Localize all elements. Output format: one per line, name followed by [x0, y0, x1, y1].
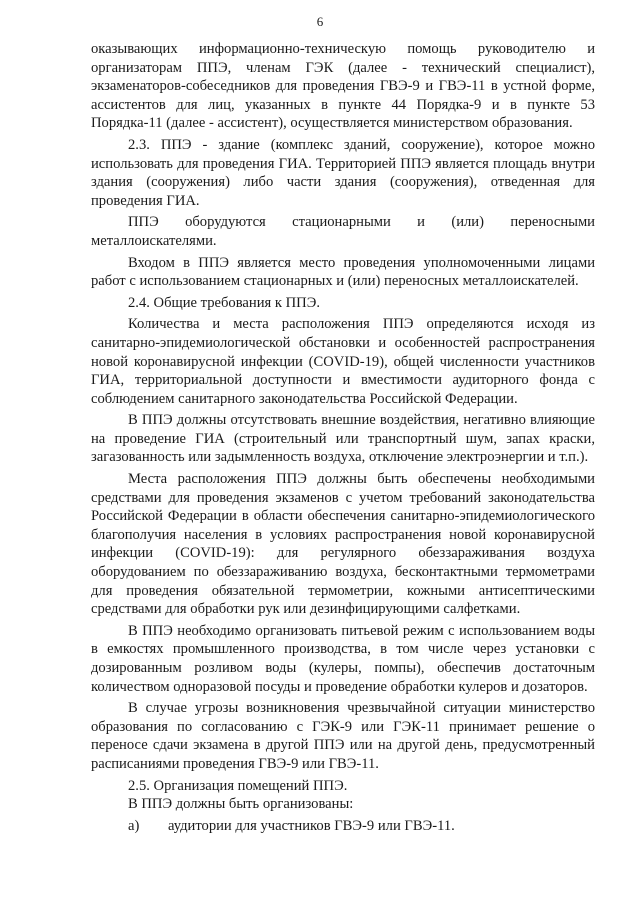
paragraph-drinking-regime: В ППЭ необходимо организовать питьевой режим с использованием воды в емкостях промышленного производства, в том числе через установки с дозированным розливом воды (кулеры, помпы), обеспечив достаточным количеством одноразовой посуды и проведение обработки кулеров и дозаторов. — [91, 622, 595, 695]
list-item-text: аудитории для участников ГВЭ-9 или ГВЭ-11. — [168, 817, 455, 834]
section-heading-2-4: 2.4. Общие требования к ППЭ. — [128, 294, 320, 311]
paragraph-sanitary-means: Места расположения ППЭ должны быть обеспечены необходимыми средствами для проведения экзаменов с учетом требований законодательства Российской Федерации в области обеспечения санитарно-эпидемиологического благополучия населения в условиях распространения новой коронавирусной инфекции (COVID-19): для регулярного обеззараживания воздуха оборудованием по обеззараживанию воздуха, бесконтактными термометрами для проведения обязательной термометрии, кожными антисептическими средствами для обработки рук или дезинфицирующими салфетками. — [91, 471, 595, 618]
paragraph-organized-rooms: В ППЭ должны быть организованы: — [128, 796, 354, 813]
paragraph-ppe-entrance: Входом в ППЭ является место проведения уполномоченными лицами работ с использованием стационарных и (или) переносных металлоискателей. — [91, 254, 595, 290]
list-item-marker: а) — [128, 817, 140, 834]
paragraph-2-3-ppe-definition: 2.3. ППЭ - здание (комплекс зданий, сооружение), которое можно использовать для проведения ГИА. Территорией ППЭ является площадь внутри здания (сооружения) либо части здания (сооружения), отведенная для проведения ГИА. — [91, 136, 595, 209]
paragraph-emergency: В случае угрозы возникновения чрезвычайной ситуации министерство образования по согласованию с ГЭК-9 или ГЭК-11 принимает решение о переносе сдачи экзамена в другой ППЭ или на другой день, предусмотренный расписаниями проведения ГВЭ-9 или ГВЭ-11. — [91, 700, 595, 772]
page-number: 6 — [316, 14, 324, 29]
section-heading-2-5: 2.5. Организация помещений ППЭ. — [128, 777, 348, 794]
paragraph-external-influences: В ППЭ должны отсутствовать внешние воздействия, негативно влияющие на проведение ГИА (строительный или транспортный шум, запах краски, загазованность или задымленность воздуха, отключение электроэнергии и т.п.). — [91, 412, 595, 466]
document-body — [91, 40, 595, 835]
list-item — [91, 817, 595, 836]
paragraph-metal-detectors: ППЭ оборудуются стационарными и (или) переносными металлоискателями. — [91, 214, 595, 249]
paragraph-assistants: оказывающих информационно-техническую помощь руководителю и организаторам ППЭ, членам ГЭК (далее - технический специалист), экзаменаторов-собеседников для проведения ГВЭ-9 и ГВЭ-11 в устной форме, ассистентов для лиц, указанных в пункте 44 Порядка-9 и в пункте 53 Порядка-11 (далее - ассистент), осуществляется министерством образования. — [91, 41, 595, 132]
paragraph-ppe-count-location: Количества и места расположения ППЭ определяются исходя из санитарно-эпидемиологической обстановки и особенностей распространения новой коронавирусной инфекции (COVID-19), общей численности участников ГИА, территориальной доступности и вместимости аудиторного фонда с соблюдением санитарного законодательства Российской Федерации. — [91, 316, 595, 407]
